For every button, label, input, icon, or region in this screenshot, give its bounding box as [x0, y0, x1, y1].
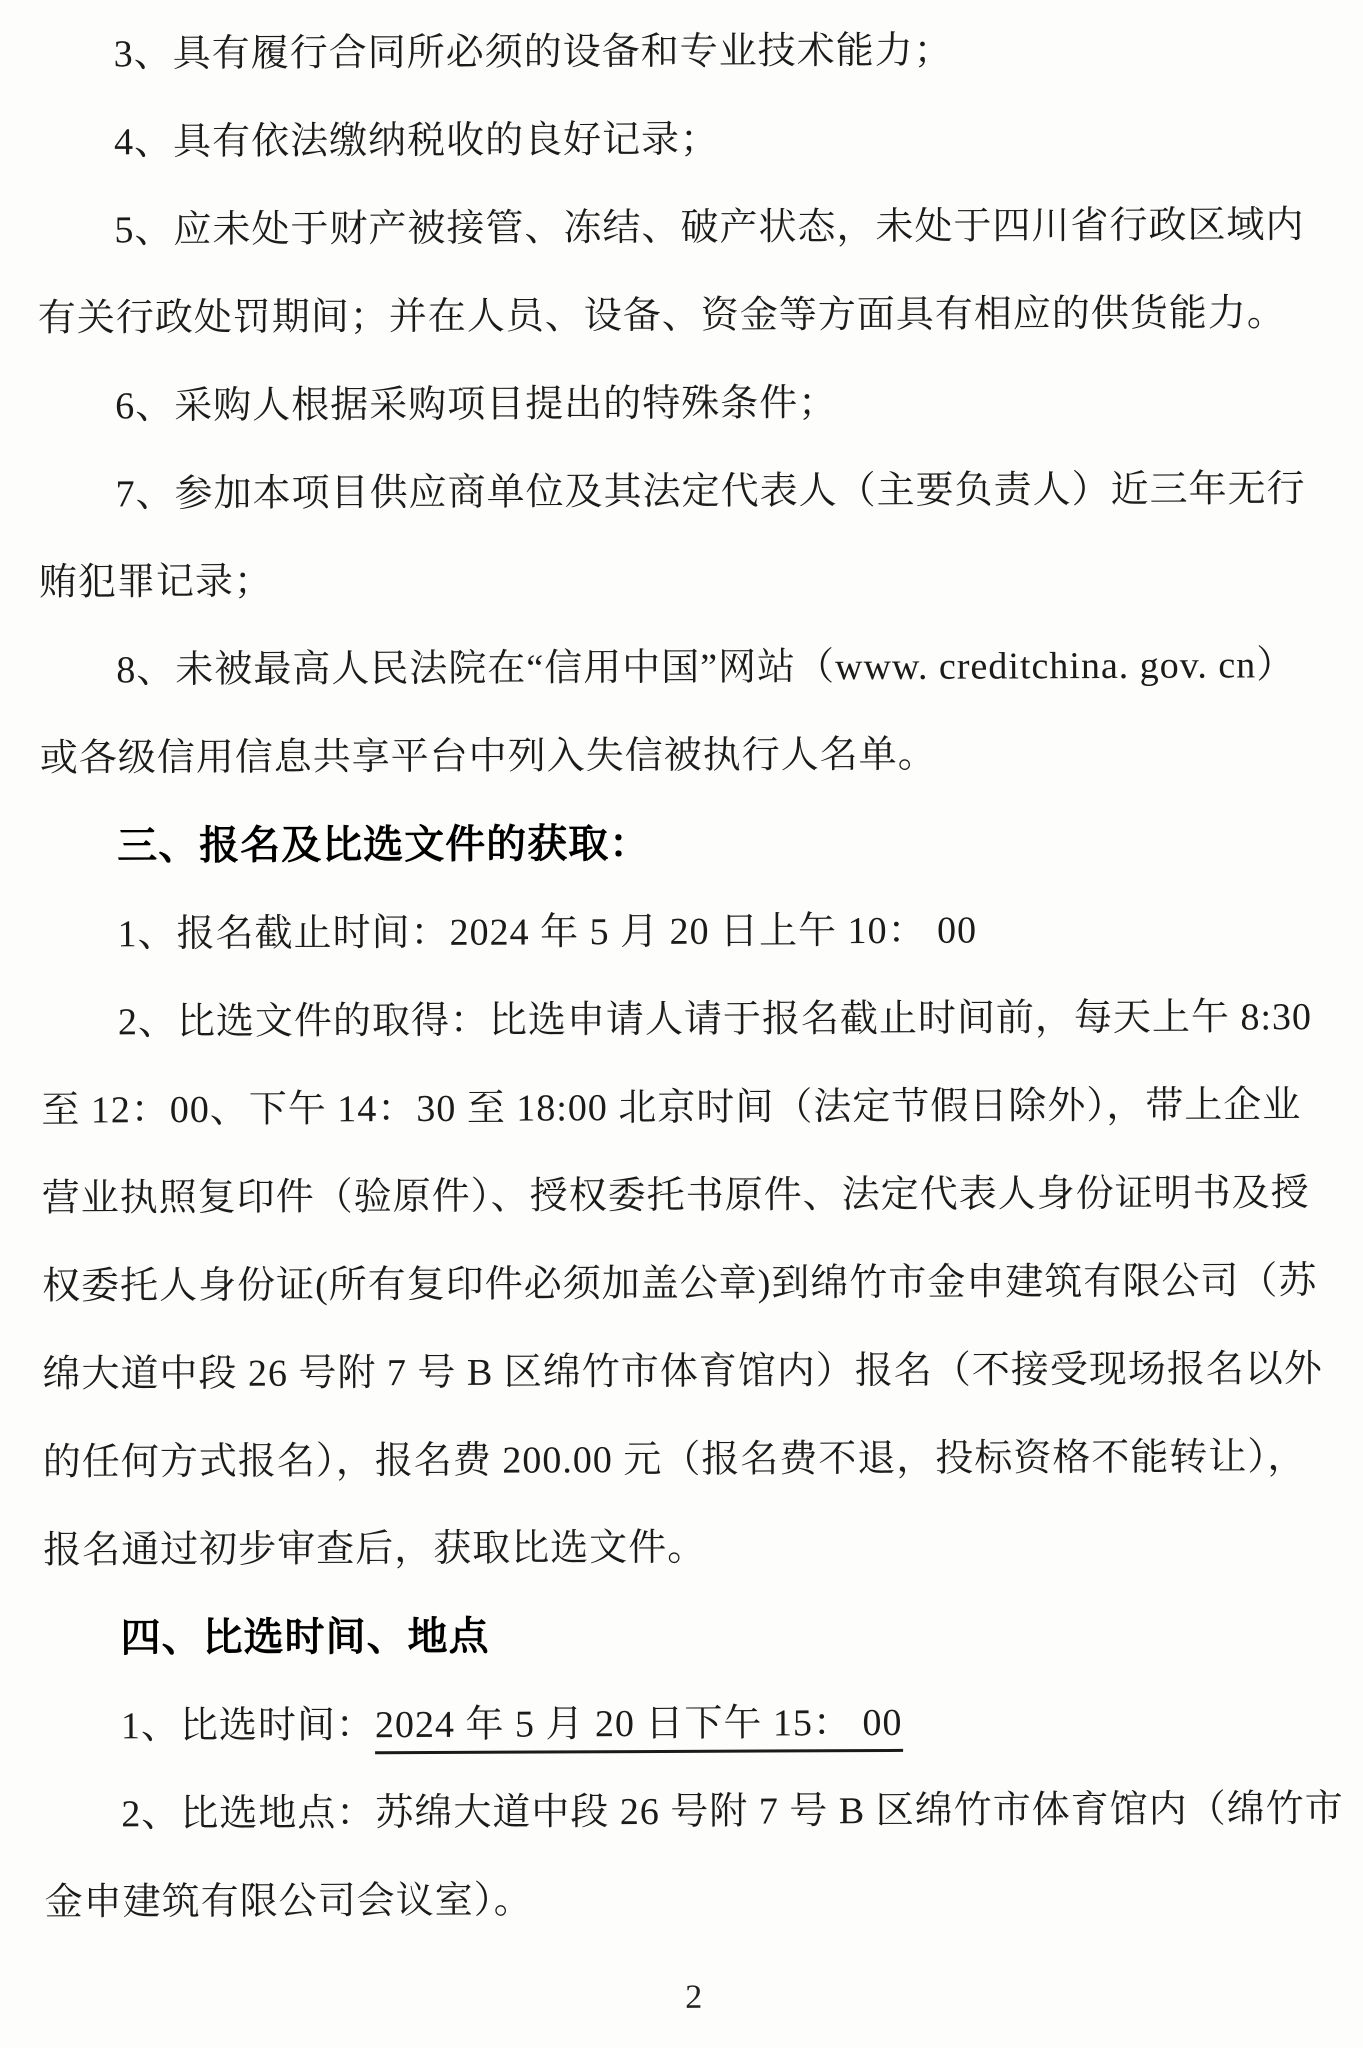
- text-line: 2、比选文件的取得：比选申请人请于报名截止时间前，每天上午 8:30: [117, 996, 1313, 1044]
- selection-time-label: 1、比选时间：: [120, 1704, 376, 1748]
- text-line: 或各级信用信息共享平台中列入失信被执行人名单。: [39, 733, 937, 780]
- section-heading-4: 四、比选时间、地点: [120, 1614, 490, 1661]
- text-line-with-url: 8、未被最高人民法院在“信用中国”网站（www. creditchina. gov. cn）: [116, 644, 1296, 692]
- text-line: 至 12：00、下午 14：30 至 18:00 北京时间（法定节假日除外），带上企业: [41, 1084, 1302, 1132]
- text-line: 4、具有依法缴纳税收的良好记录；: [113, 118, 720, 164]
- text-line: 5、应未处于财产被接管、冻结、破产状态，未处于四川省行政区域内: [114, 204, 1305, 252]
- text-line: 有关行政处罚期间；并在人员、设备、资金等方面具有相应的供货能力。: [37, 292, 1286, 340]
- selection-time-underlined-date: 2024 年 5 月 20 日下午 15： 00: [375, 1702, 903, 1754]
- text-line: 绵大道中段 26 号附 7 号 B 区绵竹市体育馆内）报名（不接受现场报名以外: [42, 1348, 1323, 1396]
- text-line: 贿犯罪记录；: [38, 560, 274, 604]
- section-heading-3: 三、报名及比选文件的获取：: [117, 822, 651, 869]
- text-line: 3、具有履行合同所必须的设备和专业技术能力；: [113, 29, 953, 76]
- text-line-selection-place: 2、比选地点：苏绵大道中段 26 号附 7 号 B 区绵竹市体育馆内（绵竹市: [121, 1788, 1344, 1836]
- text-line: 7、参加本项目供应商单位及其法定代表人（主要负责人）近三年无行: [115, 468, 1306, 516]
- text-line-signup-deadline: 1、报名截止时间：2024 年 5 月 20 日上午 10： 00: [117, 909, 978, 956]
- text-line: 营业执照复印件（验原件）、授权委托书原件、法定代表人身份证明书及授: [41, 1172, 1310, 1220]
- text-line: 6、采购人根据采购项目提出的特殊条件；: [115, 382, 838, 428]
- page-number: 2: [685, 1978, 703, 2016]
- text-line: 金申建筑有限公司会议室）。: [44, 1879, 533, 1924]
- text-line-selection-time: [44, 1677, 1341, 1771]
- text-line: 报名通过初步审查后，获取比选文件。: [43, 1526, 707, 1572]
- text-line: 权委托人身份证(所有复印件必须加盖公章)到绵竹市金申建筑有限公司（苏: [41, 1260, 1318, 1308]
- text-line: 的任何方式报名），报名费 200.00 元（报名费不退，投标资格不能转让），: [42, 1436, 1307, 1484]
